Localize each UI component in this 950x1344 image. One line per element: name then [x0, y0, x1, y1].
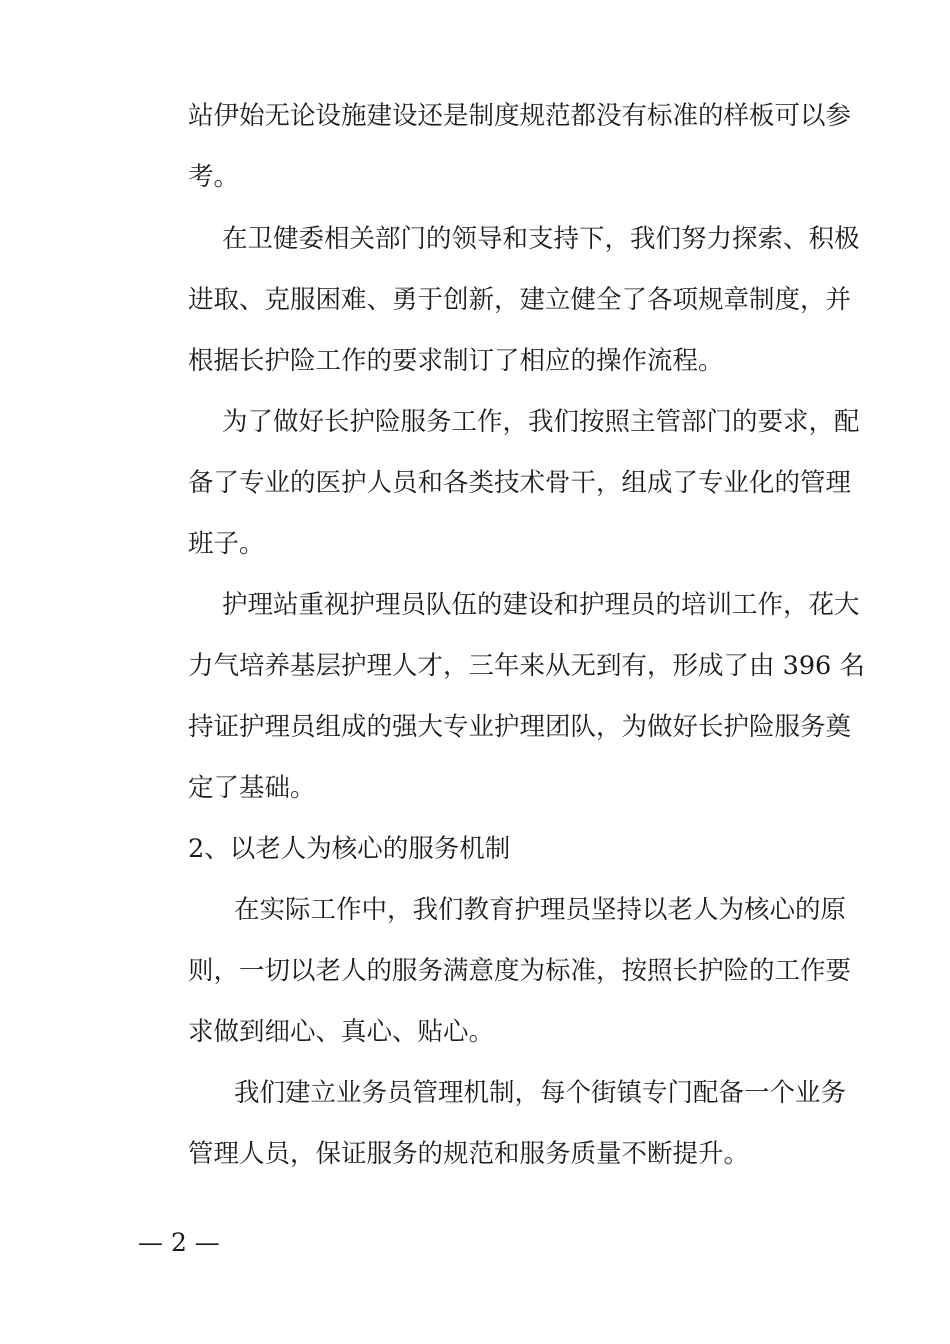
paragraph-line: 考。	[188, 162, 240, 192]
paragraph-line: 管理人员，保证服务的规范和服务质量不断提升。	[188, 1139, 750, 1169]
paragraph-line: 持证护理员组成的强大专业护理团队，为做好长护险服务奠	[188, 712, 852, 742]
paragraph-line: 根据长护险工作的要求制订了相应的操作流程。	[188, 346, 724, 376]
paragraph-line: 我们建立业务员管理机制，每个街镇专门配备一个业务	[234, 1078, 847, 1108]
paragraph-line: 在实际工作中，我们教育护理员坚持以老人为核心的原	[234, 895, 847, 925]
paragraph-line: 护理站重视护理员队伍的建设和护理员的培训工作，花大	[222, 590, 860, 620]
paragraph-line: 定了基础。	[188, 773, 316, 803]
paragraph-line: 班子。	[188, 529, 265, 559]
paragraph-line: 进取、克服困难、勇于创新，建立健全了各项规章制度，并	[188, 285, 852, 315]
paragraph-line: 在卫健委相关部门的领导和支持下，我们努力探索、积极	[222, 224, 860, 254]
paragraph-line: 站伊始无论设施建设还是制度规范都没有标准的样板可以参	[188, 101, 852, 131]
paragraph-line: 力气培养基层护理人才，三年来从无到有，形成了由 396 名	[188, 651, 865, 681]
page-number: — 2 —	[138, 1228, 220, 1257]
paragraph-line: 备了专业的医护人员和各类技术骨干，组成了专业化的管理	[188, 468, 852, 498]
paragraph-line: 则，一切以老人的服务满意度为标准，按照长护险的工作要	[188, 956, 852, 986]
section-heading-text: 2、以老人为核心的服务机制	[188, 834, 511, 864]
paragraph-line: 求做到细心、真心、贴心。	[188, 1017, 495, 1047]
paragraph-line: 为了做好长护险服务工作，我们按照主管部门的要求，配	[222, 407, 860, 437]
